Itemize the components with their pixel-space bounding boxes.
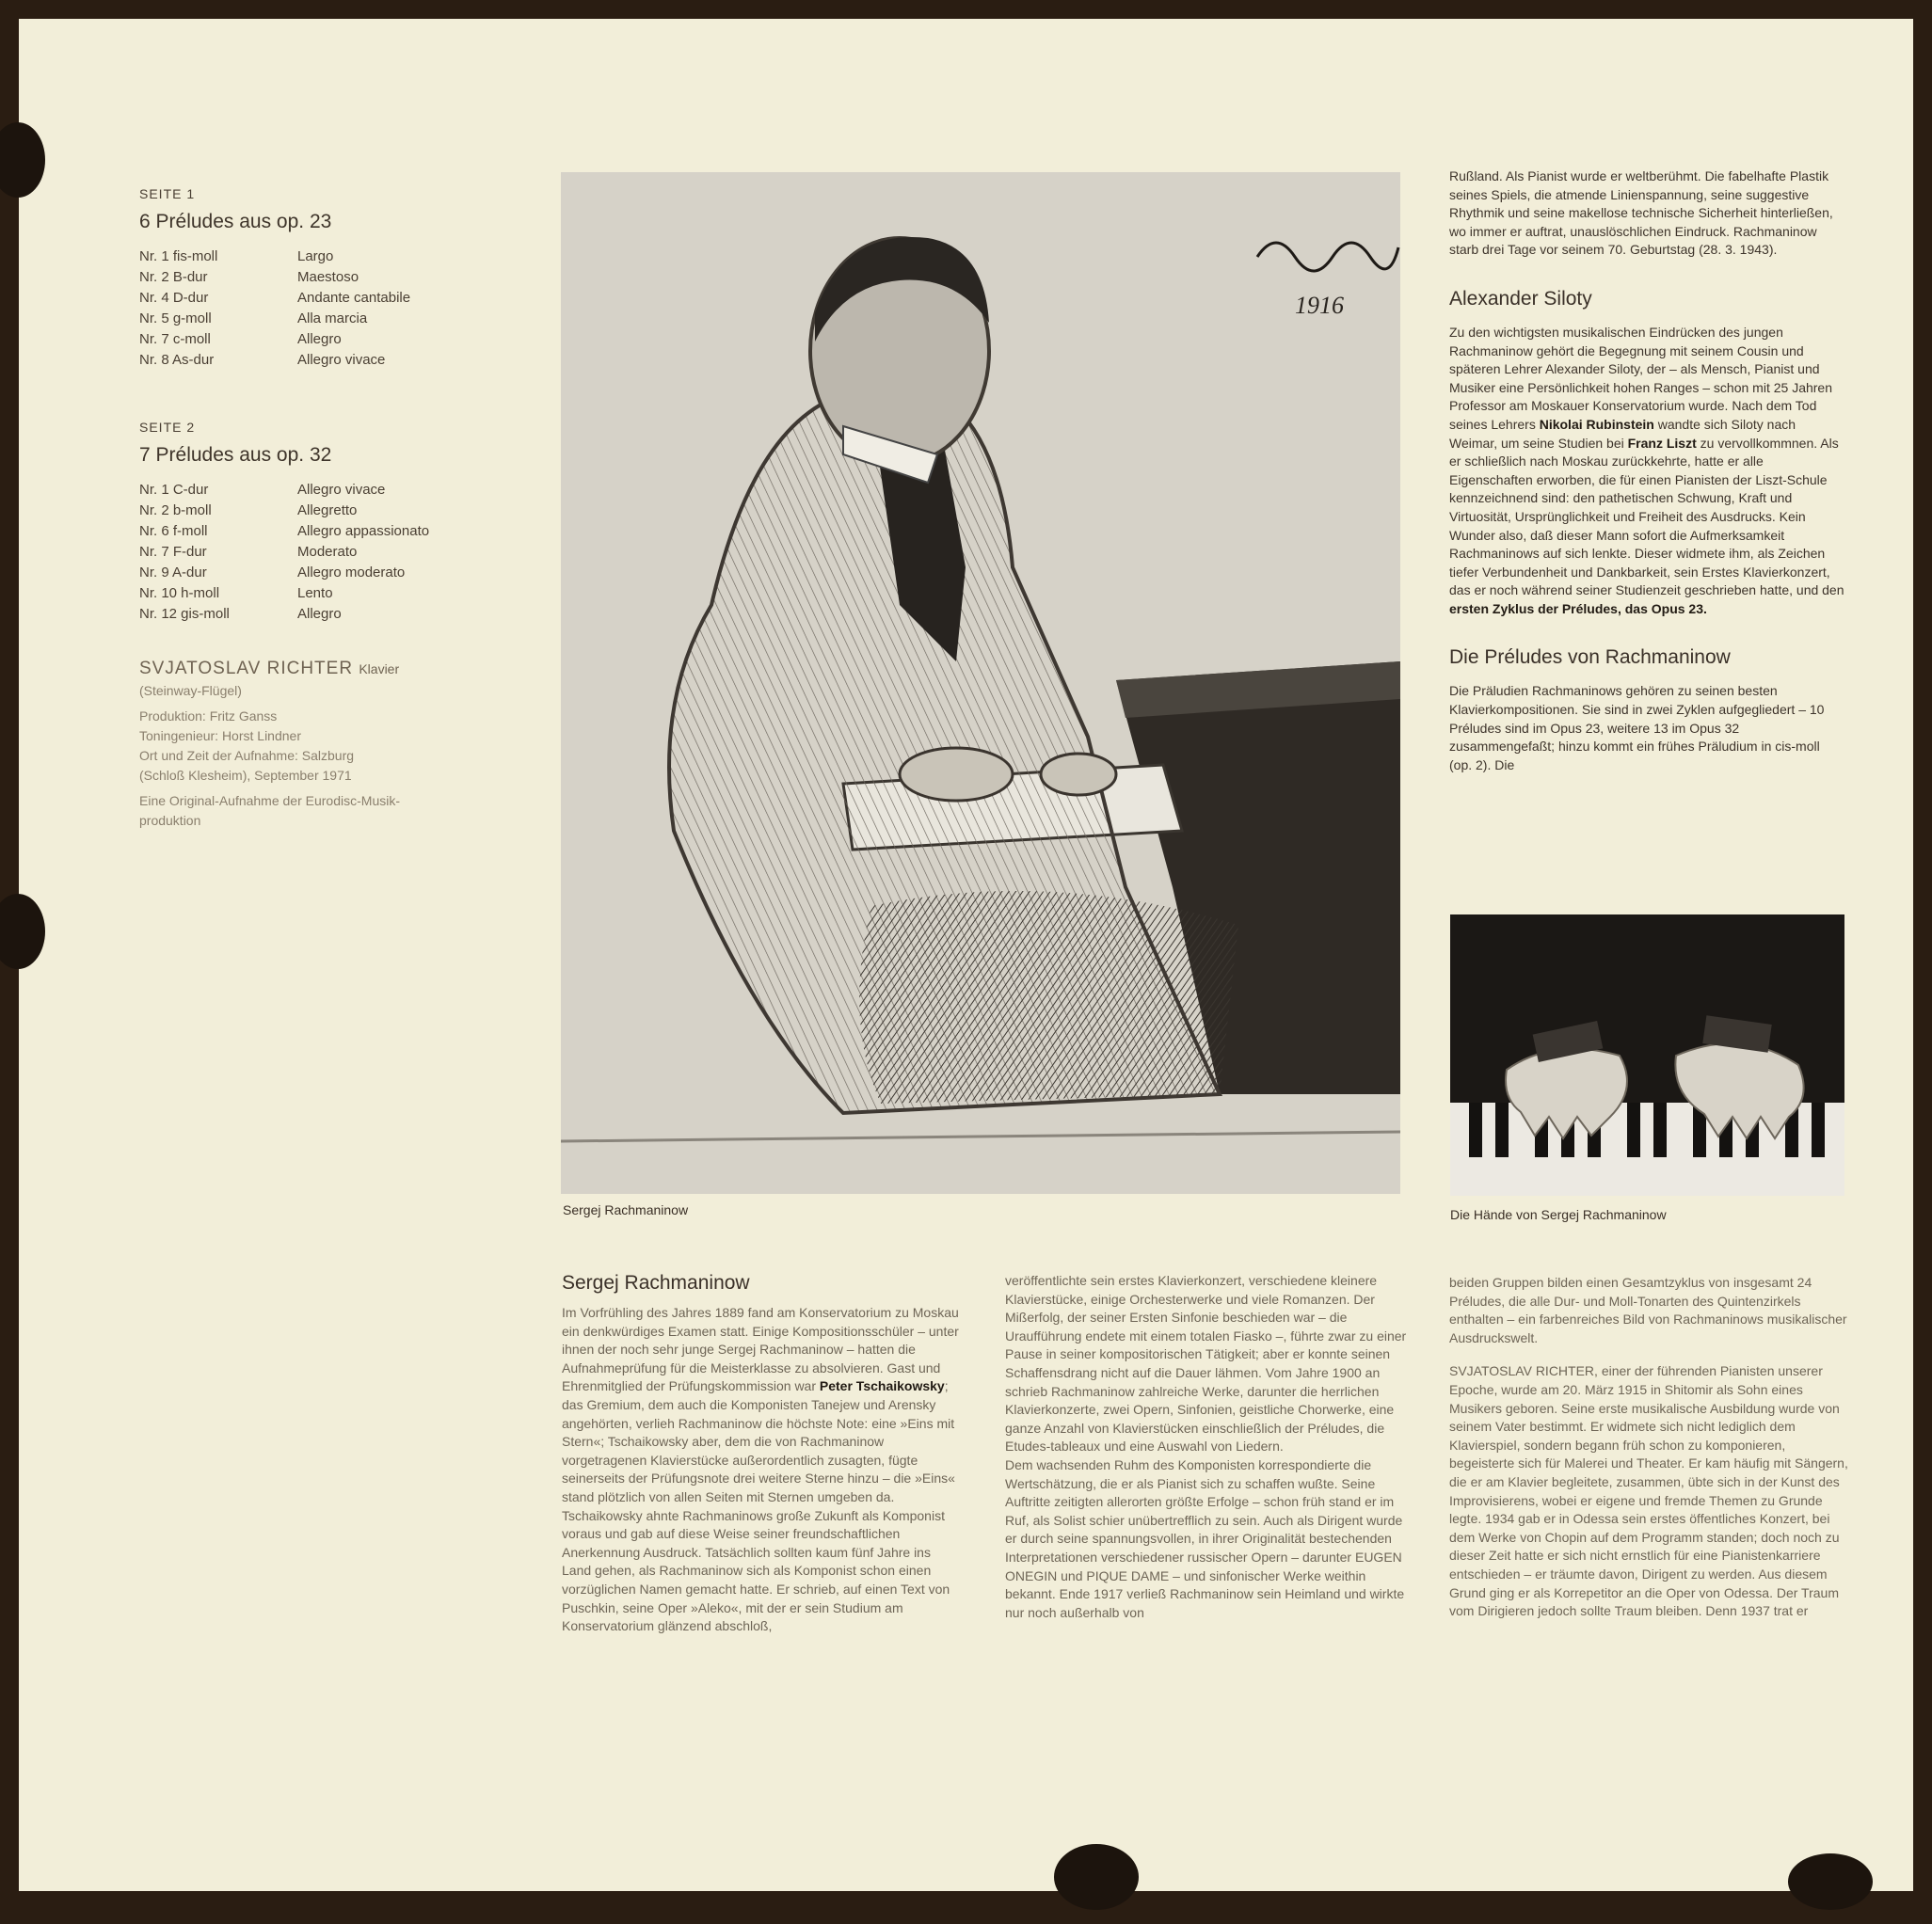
track-number: Nr. 10 h-moll bbox=[139, 585, 220, 601]
piano-note: (Steinway-Flügel) bbox=[139, 683, 242, 698]
rachmaninow-bold-name: Peter Tschaikowsky bbox=[819, 1378, 945, 1394]
track-row bbox=[139, 329, 410, 350]
track-tempo: Allegro appassionato bbox=[297, 523, 430, 539]
track-number: Nr. 8 As-dur bbox=[139, 352, 215, 368]
signature-date: 1916 bbox=[1295, 292, 1344, 319]
credit-production: Produktion: Fritz Ganss bbox=[139, 708, 278, 723]
track-tempo: Moderato bbox=[297, 544, 358, 560]
hands-photo bbox=[1450, 914, 1844, 1196]
portrait-caption: Sergej Rachmaninow bbox=[563, 1202, 689, 1217]
track-tempo: Alla marcia bbox=[297, 310, 368, 326]
track-tempo: Largo bbox=[297, 248, 334, 264]
hole-bottom-right bbox=[1788, 1853, 1873, 1910]
bottom-column-1 bbox=[562, 1272, 961, 1636]
track-number: Nr. 7 F-dur bbox=[139, 544, 207, 560]
track-tempo: Allegro vivace bbox=[297, 482, 386, 498]
credits bbox=[139, 681, 497, 831]
credit-location-2: (Schloß Klesheim), September 1971 bbox=[139, 768, 352, 783]
track-tempo: Maestoso bbox=[297, 269, 359, 285]
credit-original-1: Eine Original-Aufnahme der Eurodisc-Musik- bbox=[139, 793, 400, 808]
track-number: Nr. 9 A-dur bbox=[139, 564, 207, 580]
track-number: Nr. 5 g-moll bbox=[139, 310, 212, 326]
career-text-1: veröffentlichte sein erstes Klavierkonzert, verschiedene kleinere Klavierstücke, einige Orchesterwerke und viele Romanzen. Der Mißerfolg, der seiner Ersten Sinfonie beschieden war – die Uraufführung endete mit einem totalen Fiasko –, führte zwar zu einer Pause in seiner kompositorischen Tätigkeit; aber er konnte seinen Schaffensdrang nicht auf die Dauer lähmen. Vom Jahre 1900 an schrieb Rachmaninow zahlreiche Werke, darunter die herrlichen Klavierkonzerte, zwei Opern, Sinfonien, geistliche Chorwerke, eine ganze Anzahl von Klavierstücken einschließlich der Préludes, die Etudes-tableaux und eine Auswahl von Liedern. bbox=[1005, 1273, 1407, 1455]
portrait-sketch-image bbox=[561, 172, 1400, 1194]
cycle-text: beiden Gruppen bilden einen Gesamtzyklus von insgesamt 24 Préludes, die alle Dur- und Moll-Tonarten des Quintenzirkels enthalten – ein farbenreiches Bild von Rachmaninows musikalischer Ausdruckswelt. bbox=[1449, 1275, 1847, 1345]
side-1-title: 6 Préludes aus op. 23 bbox=[139, 211, 332, 232]
track-row bbox=[139, 267, 410, 288]
track-row bbox=[139, 288, 410, 309]
track-row bbox=[139, 563, 429, 583]
siloty-text-part: zu vervollkommnen. Als er schließlich nach Moskau zurückkehrte, hatte er alle Eigenschaften erworben, die für einen Pianisten der Liszt-Schule kennzeichnend sind: den pathetischen Schwung, Kraft und Virtuosität, Ursprünglichkeit und Freiheit des Ausdrucks. Kein Wunder also, daß dieser Mann sofort die Aufmerksamkeit Rachmaninows auf sich lenkte. Dieser widmete ihm, als Zeichen tiefer Verbundenheit und Dankbarkeit, sein Erstes Klavierkonzert, das er noch während seiner Studienzeit geschrieben hatte, und den bbox=[1449, 435, 1844, 598]
record-sleeve-page bbox=[19, 19, 1913, 1891]
track-row bbox=[139, 350, 410, 371]
side-2-label: SEITE 2 bbox=[139, 420, 196, 435]
track-row bbox=[139, 501, 429, 521]
track-number: Nr. 6 f-moll bbox=[139, 523, 208, 539]
siloty-bold-name: Franz Liszt bbox=[1627, 435, 1697, 451]
credit-engineer: Toningenieur: Horst Lindner bbox=[139, 728, 301, 743]
track-tempo: Lento bbox=[297, 585, 333, 601]
track-row bbox=[139, 309, 410, 329]
bottom-column-3 bbox=[1449, 1274, 1850, 1621]
track-listing bbox=[139, 186, 497, 831]
track-row bbox=[139, 604, 429, 625]
track-tempo: Allegro moderato bbox=[297, 564, 406, 580]
performer bbox=[139, 659, 497, 679]
richter-biography: SVJATOSLAV RICHTER, einer der führenden Pianisten unserer Epoche, wurde am 20. März 1915 in Shitomir als Sohn eines Musikers geboren. Seine erste musikalische Ausbildung wurde von seinem Vater bestimmt. Er widmete sich nicht lediglich dem Klavierspiel, sondern begann früh schon zu komponieren, begeisterte sich für Malerei und Theater. Er kam häufig mit Sängern, die er am Klavier begleitete, zusammen, übte sich in der Kunst des Improvisierens, wobei er eigene und fremde Themen zu Grunde legte. 1934 gab er in Odessa sein erstes öffentliches Konzert, bei dem Werke von Chopin auf dem Programm standen; doch noch zu dieser Zeit hatte er sich nicht ernstlich für eine Pianistenkarriere entschieden – er träumte davon, Dirigent zu werden. Aus diesem Grund ging er als Korrepetitor an die Oper von Odessa. Der Traum vom Dirigieren jedoch sollte Traum bleiben. Denn 1937 trat er bbox=[1449, 1363, 1848, 1619]
side-2-title: 7 Préludes aus op. 32 bbox=[139, 444, 332, 466]
rachmaninow-heading: Sergej Rachmaninow bbox=[562, 1272, 750, 1294]
track-row bbox=[139, 542, 429, 563]
track-number: Nr. 1 fis-moll bbox=[139, 248, 218, 264]
preludes-heading: Die Préludes von Rachmaninow bbox=[1449, 646, 1731, 669]
track-tempo: Allegro bbox=[297, 331, 342, 347]
hole-top-left bbox=[0, 122, 45, 198]
siloty-text-part: wandte sich Siloty nach Weimar, um seine Studien bei bbox=[1449, 416, 1796, 451]
track-number: Nr. 4 D-dur bbox=[139, 290, 209, 306]
credit-original-2: produktion bbox=[139, 813, 201, 828]
rachmaninow-text bbox=[562, 1304, 961, 1636]
right-column bbox=[1449, 167, 1844, 774]
track-tempo: Allegretto bbox=[297, 502, 358, 518]
career-text-2: Dem wachsenden Ruhm des Komponisten korrespondierte die Wertschätzung, die er als Pianist sich zu schaffen wußte. Seine Auftritte zeitigten allerorten größte Erfolge – schon früh stand er im Ruf, als Solist schier unübertrefflich zu sein. Auch als Dirigent wurde er durch seine spannungsvollen, in ihrer Originalität bestechenden Interpretationen verschiedener russischer Opern – darunter EUGEN ONEGIN und PIQUE DAME – und sinfonischer Werke weithin bekannt. Ende 1917 verließ Rachmaninow sein Heimland und wirkte nur noch außerhalb von bbox=[1005, 1456, 1405, 1620]
track-number: Nr. 2 B-dur bbox=[139, 269, 208, 285]
rachmaninow-text-part: ; das Gremium, dem auch die Komponisten Tanejew und Arensky angehörten, verlieh Rachmaninow die höchste Note: eine »Eins mit Stern«; Tschaikowsky aber, dem die von Rachmaninow vorgetragenen Klavierstücke außerordentlich zusagten, fügte seinerseits der Prüfungsnote drei weitere Sterne hinzu – die »Eins« stand plötzlich von allen Seiten mit Sternen umgeben da. Tschaikowsky ahnte Rachmaninows große Zukunft als Komponist voraus und gab auf diese Weise seiner freundschaftlichen Anerkennung Ausdruck. Tatsächlich sollten kaum fünf Jahre ins Land gehen, als Rachmaninow sich als Komponist schon einen vorzüglichen Namen gemacht hatte. Er schrieb, auf einen Text von Puschkin, seine Oper »Aleko«, mit der er sein Studium am Konservatorium glänzend abschloß, bbox=[562, 1378, 955, 1634]
credit-location-1: Ort und Zeit der Aufnahme: Salzburg bbox=[139, 748, 355, 763]
rachmaninow-text-part: Im Vorfrühling des Jahres 1889 fand am Konservatorium zu Moskau ein denkwürdiges Examen statt. Einige Kompositionsschüler – unter ihnen der noch sehr junge Sergej Rachmaninow – hatten die Aufnahmeprüfung für die Meisterklasse zu absolvieren. Gast und Ehrenmitglied der Prüfungskommission war bbox=[562, 1305, 959, 1394]
track-number: Nr. 1 C-dur bbox=[139, 482, 209, 498]
siloty-text bbox=[1449, 324, 1844, 619]
track-row bbox=[139, 521, 429, 542]
intro-text: Rußland. Als Pianist wurde er weltberühmt. Die fabelhafte Plastik seines Spiels, die atmende Linienspannung, seine suggestive Rhythmik und seine makellose technische Sicherheit hinterließen, wo immer er auftrat, unauslöschlichen Eindruck. Rachmaninow starb drei Tage vor seinem 70. Geburtstag (28. 3. 1943). bbox=[1449, 168, 1833, 258]
track-number: Nr. 2 b-moll bbox=[139, 502, 212, 518]
performer-instrument: Klavier bbox=[359, 661, 400, 676]
side-1-tracks bbox=[139, 246, 410, 371]
hands-caption: Die Hände von Sergej Rachmaninow bbox=[1450, 1207, 1667, 1222]
side-1-label: SEITE 1 bbox=[139, 186, 196, 201]
preludes-text: Die Präludien Rachmaninows gehören zu seinen besten Klavierkompositionen. Sie sind in zwei Zyklen aufgegliedert – 10 Préludes sind im Opus 23, weitere 13 im Opus 32 zusammengefaßt; hinzu kommt ein frühes Präludium in cis-moll (op. 2). Die bbox=[1449, 683, 1825, 772]
bottom-column-2 bbox=[1005, 1272, 1408, 1622]
track-number: Nr. 12 gis-moll bbox=[139, 606, 230, 622]
siloty-bold-name: ersten Zyklus der Préludes, das Opus 23. bbox=[1449, 600, 1707, 616]
hole-bottom bbox=[1054, 1844, 1139, 1910]
track-tempo: Allegro vivace bbox=[297, 352, 386, 368]
siloty-heading: Alexander Siloty bbox=[1449, 287, 1592, 310]
portrait-drawing bbox=[561, 172, 1400, 1194]
side-2-tracks bbox=[139, 480, 429, 625]
track-row bbox=[139, 583, 429, 604]
track-row bbox=[139, 480, 429, 501]
performer-name: SVJATOSLAV RICHTER bbox=[139, 659, 354, 678]
hands-image bbox=[1450, 914, 1844, 1196]
track-row bbox=[139, 246, 410, 267]
siloty-text-part: Zu den wichtigsten musikalischen Eindrücken des jungen Rachmaninow gehört die Begegnung mit seinem Cousin und späteren Lehrer Alexander Siloty, der – als Mensch, Pianist und Musiker eine Persönlichkeit hohen Ranges – schon mit 25 Jahren Professor am Moskauer Konservatorium wurde. Nach dem Tod seines Lehrers bbox=[1449, 324, 1833, 432]
track-tempo: Andante cantabile bbox=[297, 290, 411, 306]
track-tempo: Allegro bbox=[297, 606, 342, 622]
hole-middle-left bbox=[0, 894, 45, 969]
siloty-bold-name: Nikolai Rubinstein bbox=[1539, 416, 1654, 432]
track-number: Nr. 7 c-moll bbox=[139, 331, 211, 347]
